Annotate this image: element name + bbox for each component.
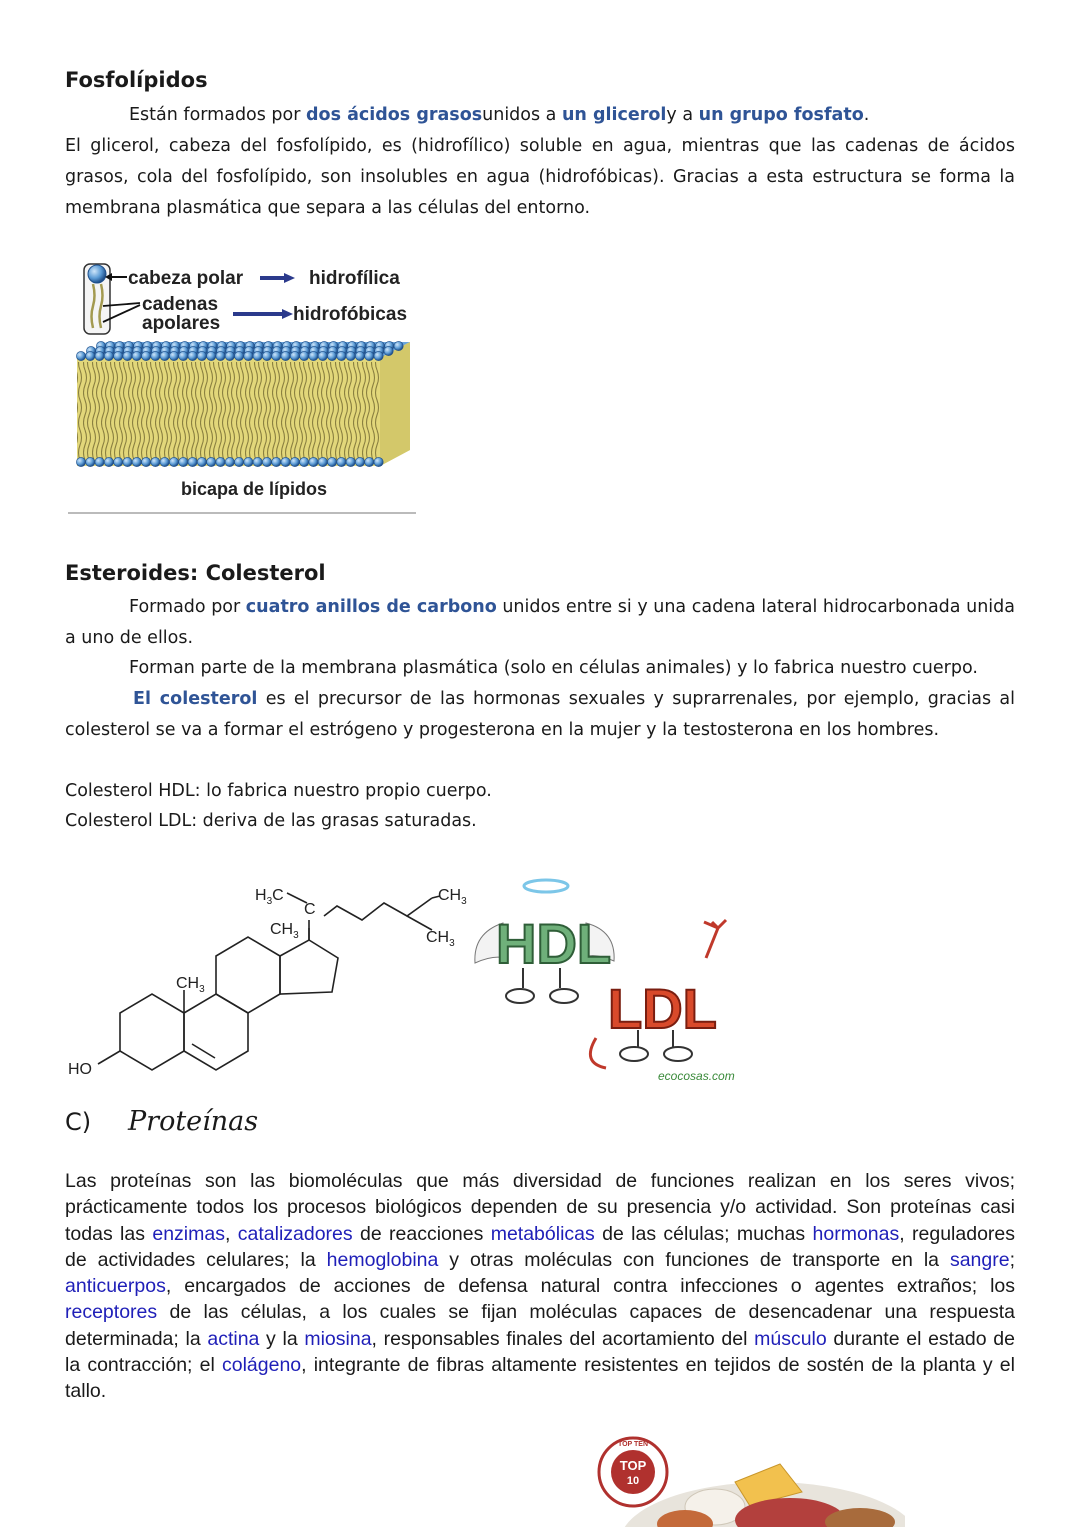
link-hormonas[interactable]: hormonas — [812, 1222, 900, 1245]
lipid-head — [355, 457, 364, 466]
section-title-proteinas: Proteínas — [128, 1106, 259, 1137]
highlight-grupo-fosfato: un grupo fosfato — [698, 105, 864, 125]
label-c: C — [304, 901, 316, 918]
lipid-head — [86, 351, 95, 360]
label-hidrofilica: hidrofílica — [309, 268, 400, 289]
text: de las células, a los cuales se fijan moléculas capaces de desencadenar una respuesta determinada; la — [65, 1301, 1015, 1350]
lipid-head — [290, 457, 299, 466]
lipid-head — [132, 457, 141, 466]
lipid-head — [272, 457, 281, 466]
section-title-fosfolipidos: Fosfolípidos — [65, 68, 208, 92]
text: durante el estado de la contracción; el — [65, 1327, 1015, 1377]
lipid-head — [235, 457, 244, 466]
text: , — [224, 1222, 238, 1245]
lipid-head — [384, 346, 393, 355]
text: y a — [666, 105, 699, 125]
link-enzimas[interactable]: enzimas — [152, 1222, 225, 1245]
lipid-head — [160, 351, 169, 360]
lipid-head — [207, 457, 216, 466]
lipid-head — [262, 457, 271, 466]
lipid-head — [374, 351, 383, 360]
lipid-head — [318, 351, 327, 360]
text: unidos a — [482, 105, 562, 125]
text: , responsables finales del acortamiento del — [371, 1327, 755, 1350]
lipid-head — [197, 457, 206, 466]
lipid-head — [253, 351, 262, 360]
text: , integrante de fibras altamente resistentes en tejidos de sostén de la planta y el tallo. — [65, 1354, 1015, 1403]
lipid-bilayer-diagram — [65, 250, 420, 520]
lipid-head — [104, 351, 113, 360]
lipid-head — [318, 457, 327, 466]
label-ch3-b: $CH_3$ — [270, 921, 299, 941]
lipid-head — [346, 351, 355, 360]
lipid-head — [272, 351, 281, 360]
fosfolipidos-paragraph-1 — [65, 100, 1015, 131]
lipid-head — [365, 457, 374, 466]
link-miosina[interactable]: miosina — [304, 1327, 372, 1350]
text: es el precursor de las hormonas sexuales y suprarrenales, por ejemplo, gracias al colesterol se va a formar el estrógeno y progesterona en la mujer y la testosterona en los hombres. — [65, 689, 1015, 740]
lipid-head — [179, 457, 188, 466]
lipid-head — [290, 351, 299, 360]
phospholipid-icon — [84, 264, 110, 334]
lipid-head — [235, 351, 244, 360]
lipid-head — [355, 351, 364, 360]
lipid-head — [309, 457, 318, 466]
lipid-head — [132, 351, 141, 360]
lipid-head — [123, 457, 132, 466]
label-ho: HO — [68, 1061, 92, 1078]
lipid-head — [76, 351, 85, 360]
label-ch3-c: $CH_3$ — [438, 887, 467, 907]
lipid-head — [207, 351, 216, 360]
text: unidos entre si y una cadena lateral hidrocarbonada unida a uno de ellos. — [65, 597, 1015, 648]
lipid-head — [365, 351, 374, 360]
text: , encargados de acciones de defensa natural contra infecciones o agentes extraños; los — [165, 1275, 1015, 1298]
lipid-head — [123, 351, 132, 360]
lipid-head — [151, 457, 160, 466]
link-anticuerpos[interactable]: anticuerpos — [65, 1275, 166, 1298]
lipid-head — [179, 351, 188, 360]
halo-icon — [524, 880, 568, 892]
badge-number: 10 — [626, 1475, 640, 1487]
devil-tail-icon — [590, 1038, 606, 1068]
lipid-head — [281, 351, 290, 360]
highlight-el-colesterol: El colesterol — [133, 689, 258, 709]
lipid-head — [95, 457, 104, 466]
text: Están formados por — [129, 105, 307, 125]
section-letter-c: C) — [65, 1108, 92, 1136]
link-receptores[interactable]: receptores — [65, 1301, 158, 1324]
cholesterol-structure — [62, 868, 482, 1083]
lipid-head — [244, 457, 253, 466]
lipid-head — [394, 341, 403, 350]
bilayer-slab — [76, 341, 410, 466]
hdl-cartoon-label: HDL — [496, 912, 612, 975]
badge-top: TOP — [619, 1458, 647, 1473]
ecocosas-credit: ecocosas.com — [658, 1069, 735, 1083]
esteroides-paragraph-3 — [65, 684, 1015, 746]
link-musculo[interactable]: músculo — [754, 1327, 827, 1350]
lipid-head — [300, 351, 309, 360]
lipid-head — [76, 457, 85, 466]
lipid-head — [86, 457, 95, 466]
text: Formado por — [129, 597, 246, 617]
protein-food-image — [595, 1432, 905, 1527]
text: Las proteínas son las biomoléculas que más diversidad de funciones realizan en los seres vivos; prácticamente todos los procesos biológicos dependen de su presencia y/o actividad. Son proteínas casi todas las — [65, 1170, 1015, 1245]
lipid-head — [188, 457, 197, 466]
label-cadenas: cadenas — [142, 294, 219, 315]
hdl-ldl-cartoon — [468, 868, 748, 1086]
text: de las células; muchas — [594, 1222, 813, 1245]
lipid-head — [328, 457, 337, 466]
lipid-head — [151, 351, 160, 360]
link-actina[interactable]: actina — [207, 1327, 260, 1350]
label-ch3-a: $CH_3$ — [176, 975, 205, 995]
fosfolipidos-paragraph-2: El glicerol, cabeza del fosfolípido, es (hidrofílico) soluble en agua, mientras que las cadenas de ácidos grasos, cola del fosfolípido, son insolubles en agua (hidrofóbicas). Gracias a esta estructura se forma la membrana plasmática que separa a las células del entorno. — [65, 136, 1015, 218]
text: . — [863, 105, 870, 125]
text: de reacciones — [352, 1222, 491, 1245]
link-hemoglobina[interactable]: hemoglobina — [326, 1248, 439, 1271]
link-colageno[interactable]: colágeno — [221, 1354, 302, 1377]
link-sangre[interactable]: sangre — [949, 1248, 1010, 1271]
lipid-head — [197, 351, 206, 360]
section-title-esteroides: Esteroides: Colesterol — [65, 561, 326, 585]
lipid-head — [374, 457, 383, 466]
highlight-dos-acidos-grasos: dos ácidos grasos — [306, 105, 483, 125]
lipid-head — [95, 351, 104, 360]
highlight-cuatro-anillos: cuatro anillos de carbono — [245, 597, 497, 617]
lipid-head — [244, 351, 253, 360]
hdl-line: Colesterol HDL: lo fabrica nuestro propio cuerpo. — [65, 781, 492, 801]
label-h3c: $H_3C$ — [255, 887, 284, 907]
lipid-head — [142, 457, 151, 466]
lipid-head — [309, 351, 318, 360]
lipid-head — [104, 457, 113, 466]
lipid-head — [300, 457, 309, 466]
lipid-head — [337, 457, 346, 466]
badge-ring: TOP TEN — [617, 1441, 649, 1448]
ldl-line: Colesterol LDL: deriva de las grasas saturadas. — [65, 811, 477, 831]
lipid-head — [225, 457, 234, 466]
label-cabeza-polar: cabeza polar — [128, 268, 244, 289]
lipid-head — [216, 351, 225, 360]
lipid-head — [262, 351, 271, 360]
lipid-head — [216, 457, 225, 466]
trident-icon — [704, 920, 726, 958]
lipid-head — [114, 351, 123, 360]
ldl-cartoon-label: LDL — [608, 977, 717, 1040]
label-apolares: apolares — [142, 313, 221, 334]
label-ch3-d: $CH_3$ — [426, 929, 455, 949]
highlight-glicerol: un glicerol — [561, 105, 667, 125]
lipid-head — [114, 457, 123, 466]
text: y la — [259, 1327, 305, 1350]
esteroides-paragraph-1 — [65, 592, 1015, 654]
proteinas-paragraph — [65, 1168, 1015, 1405]
text: , reguladores de actividades celulares; la — [65, 1222, 1016, 1271]
lipid-head — [253, 457, 262, 466]
link-catalizadores[interactable]: catalizadores — [237, 1222, 353, 1245]
lipid-head — [169, 351, 178, 360]
bilayer-caption: bicapa de lípidos — [181, 479, 328, 499]
lipid-head — [142, 351, 151, 360]
lipid-head — [328, 351, 337, 360]
lipid-head — [225, 351, 234, 360]
lipid-head — [346, 457, 355, 466]
text: y otras moléculas con funciones de transporte en la — [438, 1248, 950, 1271]
link-metabolicas[interactable]: metabólicas — [490, 1222, 595, 1245]
lipid-head — [160, 457, 169, 466]
lipid-head — [188, 351, 197, 360]
lipid-head — [337, 351, 346, 360]
label-hidrofobicas: hidrofóbicas — [293, 304, 408, 325]
text: ; — [1009, 1248, 1015, 1271]
top-ten-badge — [599, 1438, 667, 1506]
esteroides-paragraph-2: Forman parte de la membrana plasmática (solo en células animales) y lo fabrica nuestro cuerpo. — [129, 658, 978, 678]
lipid-head — [169, 457, 178, 466]
lipid-head — [281, 457, 290, 466]
